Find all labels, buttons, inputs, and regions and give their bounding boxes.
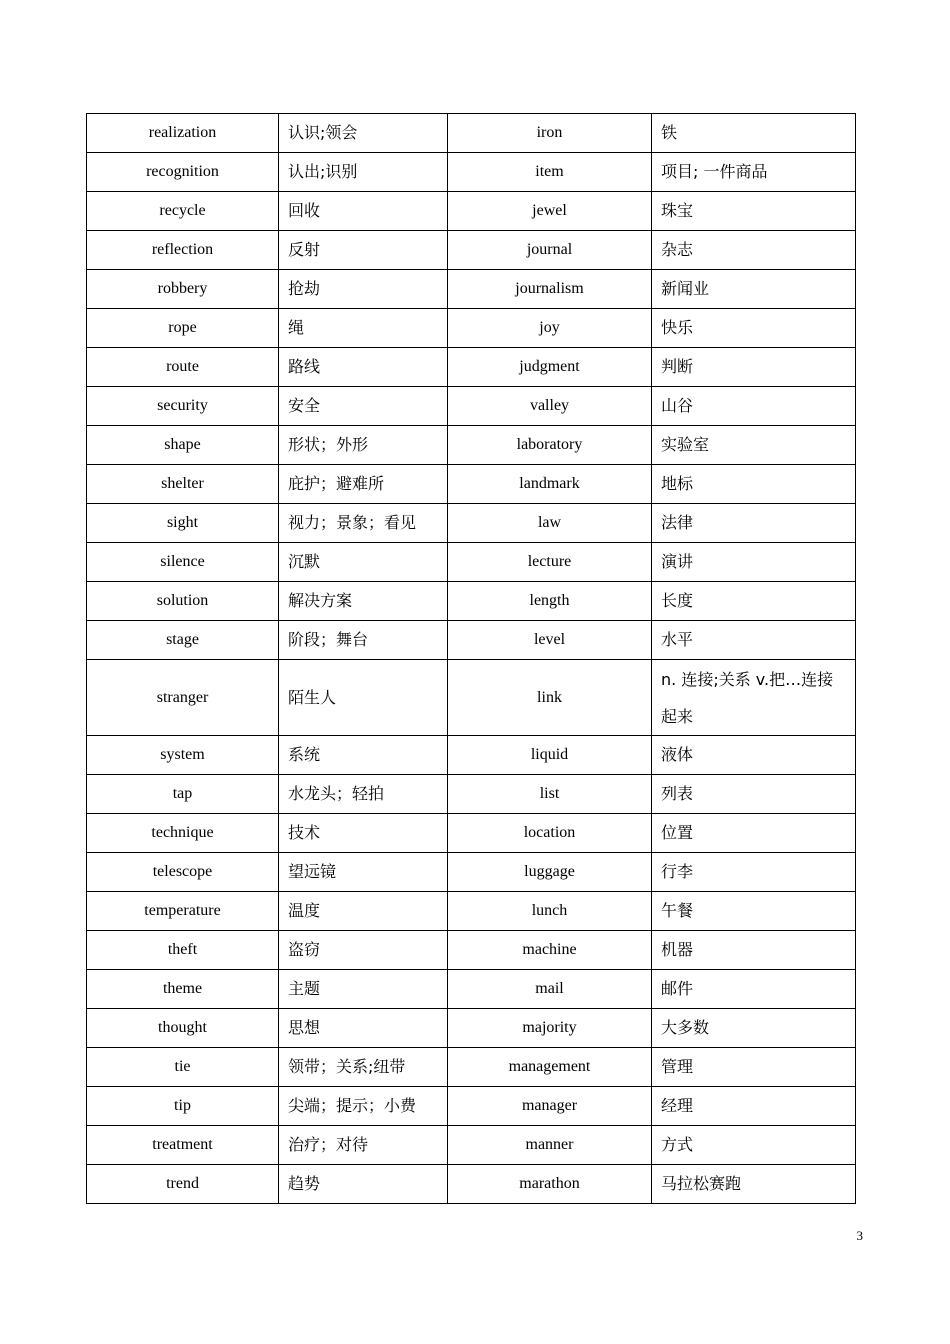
english-word-cell: item — [448, 153, 652, 192]
english-word-cell: management — [448, 1048, 652, 1087]
english-word-cell: journalism — [448, 270, 652, 309]
english-word-cell: theft — [87, 931, 279, 970]
english-word-cell: iron — [448, 114, 652, 153]
table-row — [87, 1126, 856, 1165]
english-word-cell: theme — [87, 970, 279, 1009]
chinese-meaning-cell: 望远镜 — [279, 853, 448, 892]
english-word-cell: silence — [87, 543, 279, 582]
chinese-meaning-cell: 法律 — [652, 504, 856, 543]
english-word-cell: valley — [448, 387, 652, 426]
chinese-meaning-cell: 反射 — [279, 231, 448, 270]
chinese-meaning-cell: 认识;领会 — [279, 114, 448, 153]
table-row — [87, 114, 856, 153]
chinese-meaning-cell: 铁 — [652, 114, 856, 153]
chinese-meaning-cell: 位置 — [652, 814, 856, 853]
table-row — [87, 153, 856, 192]
english-word-cell: tap — [87, 775, 279, 814]
chinese-meaning-cell: 大多数 — [652, 1009, 856, 1048]
english-word-cell: treatment — [87, 1126, 279, 1165]
chinese-meaning-cell: 技术 — [279, 814, 448, 853]
chinese-meaning-cell: 液体 — [652, 736, 856, 775]
chinese-meaning-cell: n. 连接;关系 v.把…连接起来 — [652, 660, 856, 736]
chinese-meaning-cell: 长度 — [652, 582, 856, 621]
table-row — [87, 775, 856, 814]
table-row — [87, 465, 856, 504]
table-row — [87, 1165, 856, 1204]
chinese-meaning-cell: 判断 — [652, 348, 856, 387]
english-word-cell: link — [448, 660, 652, 736]
english-word-cell: mail — [448, 970, 652, 1009]
chinese-meaning-cell: 山谷 — [652, 387, 856, 426]
english-word-cell: jewel — [448, 192, 652, 231]
english-word-cell: length — [448, 582, 652, 621]
chinese-meaning-cell: 解决方案 — [279, 582, 448, 621]
table-row — [87, 192, 856, 231]
english-word-cell: level — [448, 621, 652, 660]
english-word-cell: shape — [87, 426, 279, 465]
chinese-meaning-cell: 趋势 — [279, 1165, 448, 1204]
chinese-meaning-cell: 项目; 一件商品 — [652, 153, 856, 192]
english-word-cell: route — [87, 348, 279, 387]
chinese-meaning-cell: 庇护；避难所 — [279, 465, 448, 504]
chinese-meaning-cell: 管理 — [652, 1048, 856, 1087]
english-word-cell: security — [87, 387, 279, 426]
chinese-meaning-cell: 路线 — [279, 348, 448, 387]
table-row — [87, 736, 856, 775]
chinese-meaning-cell: 水平 — [652, 621, 856, 660]
table-row — [87, 970, 856, 1009]
english-word-cell: joy — [448, 309, 652, 348]
chinese-meaning-cell: 认出;识别 — [279, 153, 448, 192]
english-word-cell: robbery — [87, 270, 279, 309]
chinese-meaning-cell: 主题 — [279, 970, 448, 1009]
chinese-meaning-cell: 安全 — [279, 387, 448, 426]
chinese-meaning-cell: 温度 — [279, 892, 448, 931]
english-word-cell: temperature — [87, 892, 279, 931]
chinese-meaning-cell: 杂志 — [652, 231, 856, 270]
table-row — [87, 1087, 856, 1126]
chinese-meaning-cell: 盗窃 — [279, 931, 448, 970]
english-word-cell: rope — [87, 309, 279, 348]
table-row — [87, 621, 856, 660]
chinese-meaning-cell: 机器 — [652, 931, 856, 970]
chinese-meaning-cell: 系统 — [279, 736, 448, 775]
english-word-cell: majority — [448, 1009, 652, 1048]
english-word-cell: manager — [448, 1087, 652, 1126]
table-row — [87, 892, 856, 931]
english-word-cell: marathon — [448, 1165, 652, 1204]
chinese-meaning-cell: 午餐 — [652, 892, 856, 931]
vocabulary-table-body — [87, 114, 856, 1204]
english-word-cell: recycle — [87, 192, 279, 231]
table-row — [87, 582, 856, 621]
chinese-meaning-cell: 行李 — [652, 853, 856, 892]
english-word-cell: shelter — [87, 465, 279, 504]
chinese-meaning-cell: 马拉松赛跑 — [652, 1165, 856, 1204]
chinese-meaning-cell: 尖端；提示；小费 — [279, 1087, 448, 1126]
english-word-cell: trend — [87, 1165, 279, 1204]
chinese-meaning-cell: 沉默 — [279, 543, 448, 582]
english-word-cell: stage — [87, 621, 279, 660]
english-word-cell: tie — [87, 1048, 279, 1087]
chinese-meaning-cell: 邮件 — [652, 970, 856, 1009]
english-word-cell: realization — [87, 114, 279, 153]
page-number: 3 — [856, 1228, 863, 1243]
table-row — [87, 931, 856, 970]
english-word-cell: reflection — [87, 231, 279, 270]
english-word-cell: lecture — [448, 543, 652, 582]
english-word-cell: machine — [448, 931, 652, 970]
english-word-cell: location — [448, 814, 652, 853]
english-word-cell: system — [87, 736, 279, 775]
chinese-meaning-cell: 回收 — [279, 192, 448, 231]
english-word-cell: landmark — [448, 465, 652, 504]
english-word-cell: luggage — [448, 853, 652, 892]
english-word-cell: sight — [87, 504, 279, 543]
english-word-cell: thought — [87, 1009, 279, 1048]
table-row — [87, 1048, 856, 1087]
english-word-cell: telescope — [87, 853, 279, 892]
table-row — [87, 426, 856, 465]
table-row — [87, 231, 856, 270]
english-word-cell: recognition — [87, 153, 279, 192]
chinese-meaning-cell: 列表 — [652, 775, 856, 814]
english-word-cell: list — [448, 775, 652, 814]
chinese-meaning-cell: 演讲 — [652, 543, 856, 582]
chinese-meaning-cell: 珠宝 — [652, 192, 856, 231]
chinese-meaning-cell: 视力；景象；看见 — [279, 504, 448, 543]
english-word-cell: laboratory — [448, 426, 652, 465]
chinese-meaning-cell: 水龙头；轻拍 — [279, 775, 448, 814]
table-row — [87, 660, 856, 736]
chinese-meaning-cell: 抢劫 — [279, 270, 448, 309]
english-word-cell: liquid — [448, 736, 652, 775]
table-row — [87, 543, 856, 582]
chinese-meaning-cell: 陌生人 — [279, 660, 448, 736]
english-word-cell: journal — [448, 231, 652, 270]
table-row — [87, 814, 856, 853]
english-word-cell: stranger — [87, 660, 279, 736]
table-row — [87, 853, 856, 892]
chinese-meaning-cell: 经理 — [652, 1087, 856, 1126]
table-row — [87, 348, 856, 387]
table-row — [87, 1009, 856, 1048]
chinese-meaning-cell: 地标 — [652, 465, 856, 504]
english-word-cell: technique — [87, 814, 279, 853]
chinese-meaning-cell: 方式 — [652, 1126, 856, 1165]
english-word-cell: law — [448, 504, 652, 543]
chinese-meaning-cell: 形状；外形 — [279, 426, 448, 465]
chinese-meaning-cell: 阶段；舞台 — [279, 621, 448, 660]
chinese-meaning-cell: 实验室 — [652, 426, 856, 465]
chinese-meaning-cell: 思想 — [279, 1009, 448, 1048]
chinese-meaning-cell: 绳 — [279, 309, 448, 348]
chinese-meaning-cell: 治疗；对待 — [279, 1126, 448, 1165]
table-row — [87, 504, 856, 543]
vocabulary-table — [86, 113, 856, 1204]
english-word-cell: judgment — [448, 348, 652, 387]
english-word-cell: manner — [448, 1126, 652, 1165]
english-word-cell: solution — [87, 582, 279, 621]
english-word-cell: tip — [87, 1087, 279, 1126]
chinese-meaning-cell: 新闻业 — [652, 270, 856, 309]
chinese-meaning-cell: 领带；关系;纽带 — [279, 1048, 448, 1087]
table-row — [87, 309, 856, 348]
english-word-cell: lunch — [448, 892, 652, 931]
table-row — [87, 270, 856, 309]
table-row — [87, 387, 856, 426]
chinese-meaning-cell: 快乐 — [652, 309, 856, 348]
